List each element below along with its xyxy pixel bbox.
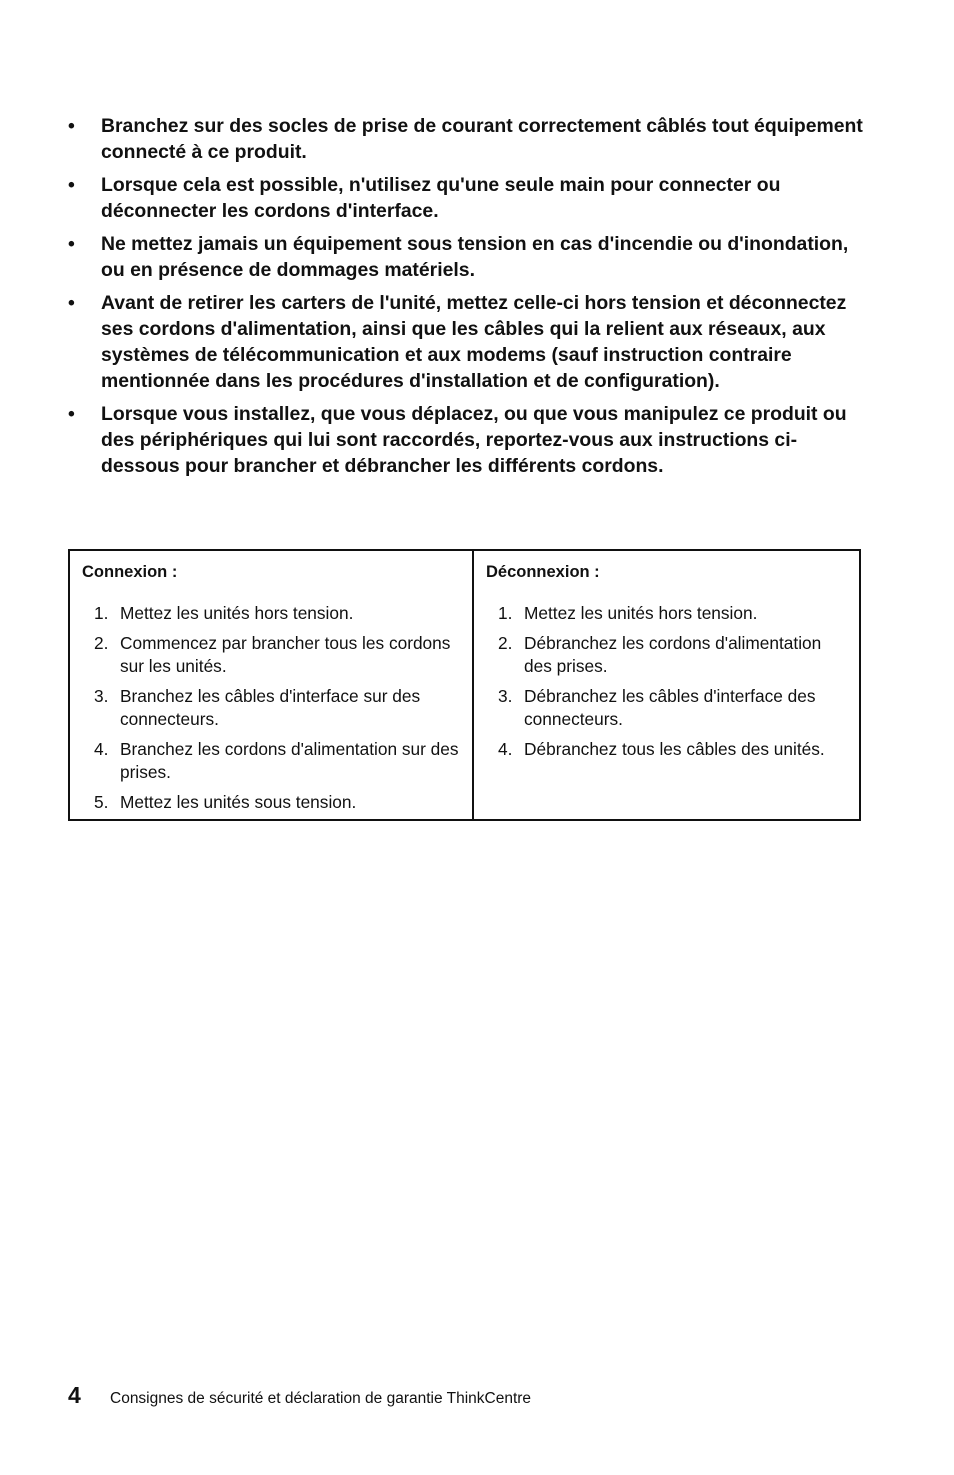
connect-step (94, 632, 460, 678)
step-text: Branchez les cordons d'alimentation sur des prises. (120, 739, 459, 782)
step-text: Branchez les câbles d'interface sur des connecteurs. (120, 686, 421, 729)
bullet-text: Lorsque cela est possible, n'utilisez qu'une seule main pour connecter ou déconnecter les cordons d'interface. (101, 174, 781, 222)
bullet-item (68, 401, 868, 479)
bullet-marker: • (68, 233, 75, 255)
safety-bullet-list (68, 113, 868, 486)
step-text: Débranchez les cordons d'alimentation des prises. (524, 633, 822, 676)
connect-step (94, 791, 460, 814)
page-footer (68, 1382, 531, 1409)
bullet-marker: • (68, 174, 75, 196)
step-text: Débranchez les câbles d'interface des connecteurs. (524, 686, 816, 729)
bullet-marker: • (68, 403, 75, 425)
disconnect-step (498, 738, 847, 761)
bullet-item (68, 231, 868, 283)
bullet-text: Branchez sur des socles de prise de courant correctement câblés tout équipement connecté à ce produit. (101, 115, 863, 163)
connect-header: Connexion : (82, 563, 178, 581)
step-number: 1. (498, 603, 513, 623)
step-number: 4. (498, 739, 513, 759)
bullet-item (68, 290, 868, 394)
disconnect-header: Déconnexion : (486, 563, 600, 581)
step-number: 2. (498, 633, 513, 653)
disconnect-steps (486, 602, 847, 761)
page-number: 4 (68, 1382, 81, 1408)
disconnect-step (498, 602, 847, 625)
connect-steps (82, 602, 460, 814)
connect-step (94, 602, 460, 625)
step-number: 2. (94, 633, 109, 653)
step-text: Mettez les unités hors tension. (524, 603, 758, 623)
connect-disconnect-table (68, 549, 861, 821)
step-number: 1. (94, 603, 109, 623)
connect-step (94, 738, 460, 784)
bullet-marker: • (68, 115, 75, 137)
step-text: Débranchez tous les câbles des unités. (524, 739, 825, 759)
bullet-marker: • (68, 292, 75, 314)
step-text: Mettez les unités sous tension. (120, 792, 357, 812)
step-number: 5. (94, 792, 109, 812)
step-number: 4. (94, 739, 109, 759)
step-number: 3. (94, 686, 109, 706)
bullet-text: Avant de retirer les carters de l'unité, mettez celle-ci hors tension et déconnectez ses cordons d'alimentation, ainsi que les câbles qui la relient aux réseaux, aux systèmes de télécommunication et aux modems (sauf instruction contraire mentionnée dans les procédures d'installation et de configuration). (101, 292, 847, 392)
disconnect-step (498, 685, 847, 731)
disconnect-step (498, 632, 847, 678)
bullet-item (68, 113, 868, 165)
step-text: Mettez les unités hors tension. (120, 603, 354, 623)
bullet-item (68, 172, 868, 224)
connect-step (94, 685, 460, 731)
step-text: Commencez par brancher tous les cordons sur les unités. (120, 633, 451, 676)
step-number: 3. (498, 686, 513, 706)
connect-column (70, 551, 474, 819)
disconnect-column (474, 551, 859, 819)
footer-title: Consignes de sécurité et déclaration de garantie ThinkCentre (110, 1390, 532, 1407)
bullet-text: Lorsque vous installez, que vous déplacez, ou que vous manipulez ce produit ou des périphériques qui lui sont raccordés, reportez-vous aux instructions ci-dessous pour brancher et débrancher les différents cordons. (101, 403, 847, 477)
bullet-text: Ne mettez jamais un équipement sous tension en cas d'incendie ou d'inondation, ou en présence de dommages matériels. (101, 233, 849, 281)
